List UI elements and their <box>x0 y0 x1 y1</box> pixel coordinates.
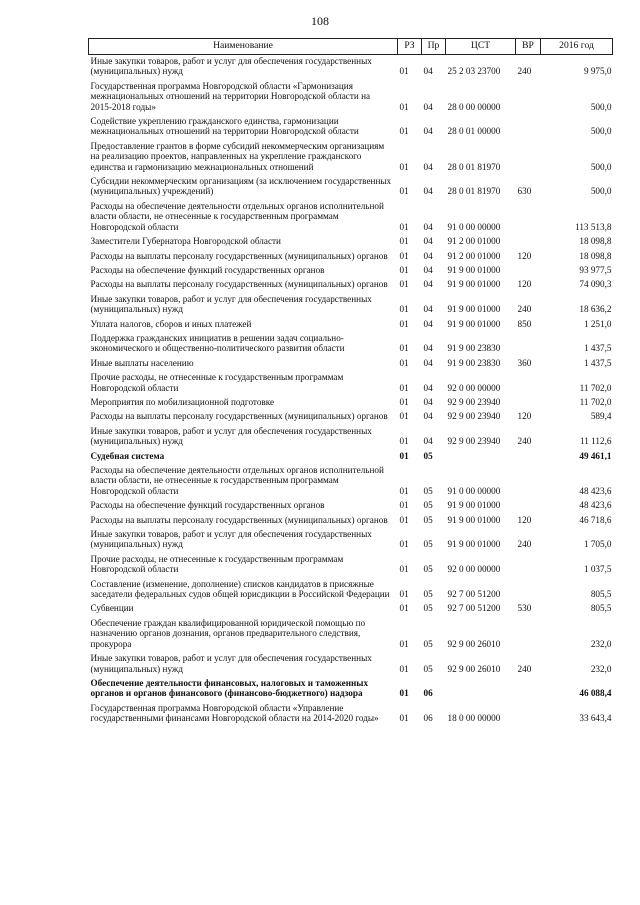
cell-cst: 92 9 00 23940 <box>447 396 501 407</box>
cell-rz: 01 <box>399 161 409 172</box>
cell-vr: 630 <box>517 186 532 197</box>
cell-name: Государственная программа Новгородской области «Управление государственными финансами Новгородской области на 2014-2020 годы» <box>90 702 379 724</box>
cell-cst: 92 9 00 23940 <box>447 436 501 447</box>
cell-sum: 500,0 <box>590 186 612 197</box>
cell-vr <box>516 115 541 140</box>
cell-sum: 232,0 <box>590 638 612 649</box>
cell-cst: 91 9 00 01000 <box>447 539 501 550</box>
cell-sum: 11 702,0 <box>579 382 612 393</box>
cell-rz: 01 <box>399 411 409 422</box>
cell-pr: 04 <box>423 264 433 275</box>
cell-rz: 01 <box>399 382 409 393</box>
header-rz: РЗ <box>398 39 422 55</box>
cell-sum: 46 088,4 <box>579 688 612 699</box>
table-row <box>89 702 613 727</box>
cell-cst: 28 0 01 81970 <box>447 186 501 197</box>
cell-sum: 18 098,8 <box>579 236 612 247</box>
table-row <box>89 55 613 80</box>
cell-vr <box>516 264 541 278</box>
cell-name: Иные закупки товаров, работ и услуг для обеспечения государственных (муниципальных) нужд <box>90 293 372 315</box>
cell-vr <box>516 140 541 175</box>
cell-vr: 120 <box>517 411 532 422</box>
cell-name: Расходы на выплаты персоналу государственных (муниципальных) органов <box>90 279 388 290</box>
cell-sum: 589,4 <box>590 411 612 422</box>
cell-cst: 18 0 00 00000 <box>447 713 501 724</box>
cell-pr: 05 <box>423 500 433 511</box>
cell-sum: 500,0 <box>590 161 612 172</box>
cell-sum: 232,0 <box>590 663 612 674</box>
cell-sum: 805,5 <box>590 603 612 614</box>
cell-name: Расходы на обеспечение деятельности отдельных органов исполнительной власти области, не отнесенные к государственным программам Новгородской области <box>90 465 384 496</box>
header-vr: ВР <box>516 39 541 55</box>
header-name: Наименование <box>89 39 398 55</box>
cell-rz: 01 <box>399 713 409 724</box>
cell-vr <box>516 200 541 235</box>
table-row <box>89 250 613 264</box>
header-pr: Пр <box>422 39 446 55</box>
cell-cst: 92 7 00 51200 <box>447 589 501 600</box>
cell-sum: 48 423,6 <box>579 500 612 511</box>
cell-vr: 240 <box>517 663 532 674</box>
cell-pr: 04 <box>423 236 433 247</box>
cell-cst: 92 9 00 26010 <box>447 663 501 674</box>
budget-table <box>88 38 613 727</box>
cell-pr: 04 <box>423 318 433 329</box>
table-row <box>89 677 613 702</box>
cell-cst: 92 9 00 26010 <box>447 638 501 649</box>
cell-vr <box>516 332 541 357</box>
cell-name: Расходы на обеспечение функций государственных органов <box>90 500 325 511</box>
header-year: 2016 год <box>541 39 613 55</box>
cell-vr <box>516 677 541 702</box>
cell-vr <box>516 464 541 499</box>
cell-sum: 805,5 <box>590 589 612 600</box>
cell-pr: 05 <box>423 603 433 614</box>
cell-vr: 530 <box>517 603 532 614</box>
cell-vr <box>516 702 541 727</box>
cell-sum: 500,0 <box>590 101 612 112</box>
cell-rz: 01 <box>399 66 409 77</box>
cell-rz: 01 <box>399 186 409 197</box>
table-row <box>89 425 613 450</box>
cell-sum: 46 718,6 <box>579 514 612 525</box>
cell-sum: 1 037,5 <box>583 564 612 575</box>
cell-cst <box>446 450 516 464</box>
cell-sum: 48 423,6 <box>579 485 612 496</box>
cell-pr: 05 <box>423 638 433 649</box>
cell-rz: 01 <box>399 638 409 649</box>
cell-rz: 01 <box>399 436 409 447</box>
cell-rz: 01 <box>399 514 409 525</box>
cell-name: Обеспечение граждан квалифицированной юридической помощью по назначению органов дознания, органов предварительного следствия, прокурора <box>90 617 366 649</box>
cell-rz: 01 <box>399 485 409 496</box>
cell-pr: 04 <box>423 279 433 290</box>
table-row <box>89 514 613 528</box>
cell-pr: 05 <box>423 539 433 550</box>
table-row <box>89 602 613 616</box>
cell-sum: 74 090,3 <box>579 279 612 290</box>
table-row <box>89 578 613 603</box>
cell-vr <box>516 80 541 115</box>
cell-pr: 04 <box>423 126 433 137</box>
cell-pr: 04 <box>423 101 433 112</box>
table-row <box>89 175 613 200</box>
cell-vr: 120 <box>517 514 532 525</box>
cell-cst: 91 0 00 00000 <box>447 485 501 496</box>
cell-vr: 360 <box>517 357 532 368</box>
cell-cst: 91 9 00 01000 <box>447 304 501 315</box>
cell-sum: 33 643,4 <box>579 713 612 724</box>
cell-pr: 04 <box>423 396 433 407</box>
table-row <box>89 357 613 371</box>
cell-rz: 01 <box>399 688 409 699</box>
cell-vr <box>516 578 541 603</box>
cell-pr: 04 <box>423 66 433 77</box>
cell-vr <box>516 553 541 578</box>
cell-rz: 01 <box>399 101 409 112</box>
cell-name: Мероприятия по мобилизационной подготовке <box>90 396 275 407</box>
cell-cst: 91 9 00 01000 <box>447 318 501 329</box>
cell-sum: 1 437,5 <box>583 357 612 368</box>
table-row <box>89 499 613 513</box>
cell-name: Уплата налогов, сборов и иных платежей <box>90 318 252 329</box>
cell-name: Иные закупки товаров, работ и услуг для обеспечения государственных (муниципальных) нужд <box>90 653 372 674</box>
cell-rz: 01 <box>399 603 409 614</box>
cell-pr: 04 <box>423 161 433 172</box>
cell-pr: 05 <box>423 663 433 674</box>
cell-cst: 28 0 00 00000 <box>447 101 501 112</box>
cell-cst: 91 9 00 01000 <box>447 279 501 290</box>
cell-cst: 92 0 00 00000 <box>447 564 501 575</box>
cell-pr: 05 <box>423 450 433 461</box>
cell-name: Субвенции <box>90 603 134 614</box>
cell-vr <box>516 396 541 410</box>
cell-sum: 93 977,5 <box>579 264 612 275</box>
cell-pr: 06 <box>423 713 433 724</box>
cell-name: Обеспечение деятельности финансовых, налоговых и таможенных органов и органов финансового (финансово-бюджетного) надзора <box>90 677 369 699</box>
cell-pr: 04 <box>423 382 433 393</box>
cell-vr: 240 <box>517 539 532 550</box>
table-header-row <box>89 39 613 55</box>
cell-sum: 49 461,1 <box>579 450 612 461</box>
cell-cst: 91 9 00 23830 <box>447 343 501 354</box>
cell-rz: 01 <box>399 264 409 275</box>
cell-cst: 92 0 00 00000 <box>447 382 501 393</box>
cell-cst: 91 2 00 01000 <box>447 236 501 247</box>
cell-pr: 06 <box>423 688 433 699</box>
cell-vr: 850 <box>517 318 532 329</box>
cell-pr: 05 <box>423 485 433 496</box>
cell-pr: 04 <box>423 304 433 315</box>
table-row <box>89 464 613 499</box>
table-row <box>89 318 613 332</box>
cell-name: Содействие укреплению гражданского единства, гармонизации межнациональных отношений на территории Новгородской области <box>90 116 359 137</box>
cell-sum: 18 098,8 <box>579 250 612 261</box>
cell-vr <box>516 450 541 464</box>
cell-cst: 91 9 00 01000 <box>447 514 501 525</box>
cell-cst: 92 7 00 51200 <box>447 603 501 614</box>
table-row <box>89 80 613 115</box>
cell-cst: 91 9 00 01000 <box>447 264 501 275</box>
cell-rz: 01 <box>399 396 409 407</box>
cell-rz: 01 <box>399 357 409 368</box>
cell-cst: 91 2 00 01000 <box>447 250 501 261</box>
cell-vr: 240 <box>517 66 532 77</box>
cell-sum: 11 702,0 <box>579 396 612 407</box>
page-number: 108 <box>311 14 329 28</box>
cell-name: Расходы на выплаты персоналу государственных (муниципальных) органов <box>90 411 388 422</box>
table-row <box>89 115 613 140</box>
cell-name: Судебная система <box>90 450 165 461</box>
table-body <box>89 55 613 727</box>
cell-cst: 91 0 00 00000 <box>447 221 501 232</box>
cell-vr <box>516 235 541 249</box>
cell-name: Субсидии некоммерческим организациям (за исключением государственных (муниципальных) учреждений) <box>90 176 392 197</box>
cell-name: Расходы на выплаты персоналу государственных (муниципальных) органов <box>90 250 388 261</box>
table-row <box>89 235 613 249</box>
cell-cst <box>446 677 516 702</box>
cell-sum: 9 975,0 <box>583 66 612 77</box>
cell-sum: 1 437,5 <box>583 343 612 354</box>
cell-sum: 1 251,0 <box>583 318 612 329</box>
cell-name: Расходы на выплаты персоналу государственных (муниципальных) органов <box>90 514 388 525</box>
cell-name: Государственная программа Новгородской области «Гармонизация межнациональных отношений на территории Новгородской области на 2015-2018 годы» <box>90 80 371 112</box>
cell-vr <box>516 371 541 396</box>
table-row <box>89 528 613 553</box>
cell-pr: 05 <box>423 589 433 600</box>
cell-name: Предоставление грантов в форме субсидий некоммерческим организациям на реализацию проектов, направленных на укрепление гражданского единства и гармонизацию межнациональных отношений <box>90 140 385 172</box>
cell-name: Прочие расходы, не отнесенные к государственным программам Новгородской области <box>90 553 344 575</box>
cell-sum: 500,0 <box>590 126 612 137</box>
cell-rz: 01 <box>399 304 409 315</box>
cell-sum: 113 513,8 <box>575 221 612 232</box>
cell-pr: 04 <box>423 221 433 232</box>
cell-name: Прочие расходы, не отнесенные к государственным программам Новгородской области <box>90 372 344 393</box>
table-row <box>89 264 613 278</box>
cell-rz: 01 <box>399 343 409 354</box>
cell-pr: 04 <box>423 436 433 447</box>
cell-vr <box>516 499 541 513</box>
cell-rz: 01 <box>399 500 409 511</box>
cell-pr: 04 <box>423 343 433 354</box>
cell-cst: 28 0 01 81970 <box>447 161 501 172</box>
table-row <box>89 371 613 396</box>
cell-name: Иные закупки товаров, работ и услуг для обеспечения государственных (муниципальных) нужд <box>90 425 372 447</box>
cell-name: Расходы на обеспечение деятельности отдельных органов исполнительной власти области, не отнесенные к государственным программам Новгородской области <box>90 200 384 232</box>
table-row <box>89 332 613 357</box>
table-row <box>89 617 613 652</box>
cell-name: Поддержка гражданских инициатив в решении задач социально-экономического и общественно-политического развития области <box>90 332 345 354</box>
cell-sum: 1 705,0 <box>583 539 612 550</box>
cell-rz: 01 <box>399 450 409 461</box>
cell-name: Составление (изменение, дополнение) списков кандидатов в присяжные заседатели федеральных судов общей юрисдикции в Российской Федерации <box>90 578 390 600</box>
cell-pr: 05 <box>423 564 433 575</box>
table-row <box>89 278 613 292</box>
cell-rz: 01 <box>399 589 409 600</box>
cell-sum: 18 636,2 <box>579 304 612 315</box>
cell-name: Иные выплаты населению <box>90 357 194 368</box>
cell-cst: 91 9 00 01000 <box>447 500 501 511</box>
cell-vr <box>516 617 541 652</box>
cell-pr: 04 <box>423 357 433 368</box>
cell-cst: 92 9 00 23940 <box>447 411 501 422</box>
cell-cst: 25 2 03 23700 <box>447 66 501 77</box>
cell-sum: 11 112,6 <box>580 436 612 447</box>
table-row <box>89 410 613 424</box>
table-row <box>89 396 613 410</box>
table-row <box>89 652 613 677</box>
cell-rz: 01 <box>399 663 409 674</box>
cell-vr: 120 <box>517 250 532 261</box>
cell-name: Заместители Губернатора Новгородской области <box>90 236 281 247</box>
cell-cst: 91 9 00 23830 <box>447 357 501 368</box>
cell-name: Иные закупки товаров, работ и услуг для обеспечения государственных (муниципальных) нужд <box>90 56 372 77</box>
cell-cst: 28 0 01 00000 <box>447 126 501 137</box>
table-row <box>89 140 613 175</box>
cell-pr: 04 <box>423 411 433 422</box>
cell-rz: 01 <box>399 279 409 290</box>
cell-rz: 01 <box>399 221 409 232</box>
cell-pr: 04 <box>423 250 433 261</box>
cell-rz: 01 <box>399 126 409 137</box>
cell-rz: 01 <box>399 539 409 550</box>
table-row <box>89 553 613 578</box>
cell-name: Расходы на обеспечение функций государственных органов <box>90 264 325 275</box>
table-row <box>89 293 613 318</box>
cell-vr: 240 <box>517 304 532 315</box>
cell-name: Иные закупки товаров, работ и услуг для обеспечения государственных (муниципальных) нужд <box>90 529 372 550</box>
table-row <box>89 450 613 464</box>
cell-pr: 05 <box>423 514 433 525</box>
cell-rz: 01 <box>399 250 409 261</box>
cell-rz: 01 <box>399 318 409 329</box>
cell-vr: 120 <box>517 279 532 290</box>
table-row <box>89 200 613 235</box>
cell-pr: 04 <box>423 186 433 197</box>
cell-vr: 240 <box>517 436 532 447</box>
cell-rz: 01 <box>399 564 409 575</box>
header-cst: ЦСТ <box>446 39 516 55</box>
cell-rz: 01 <box>399 236 409 247</box>
